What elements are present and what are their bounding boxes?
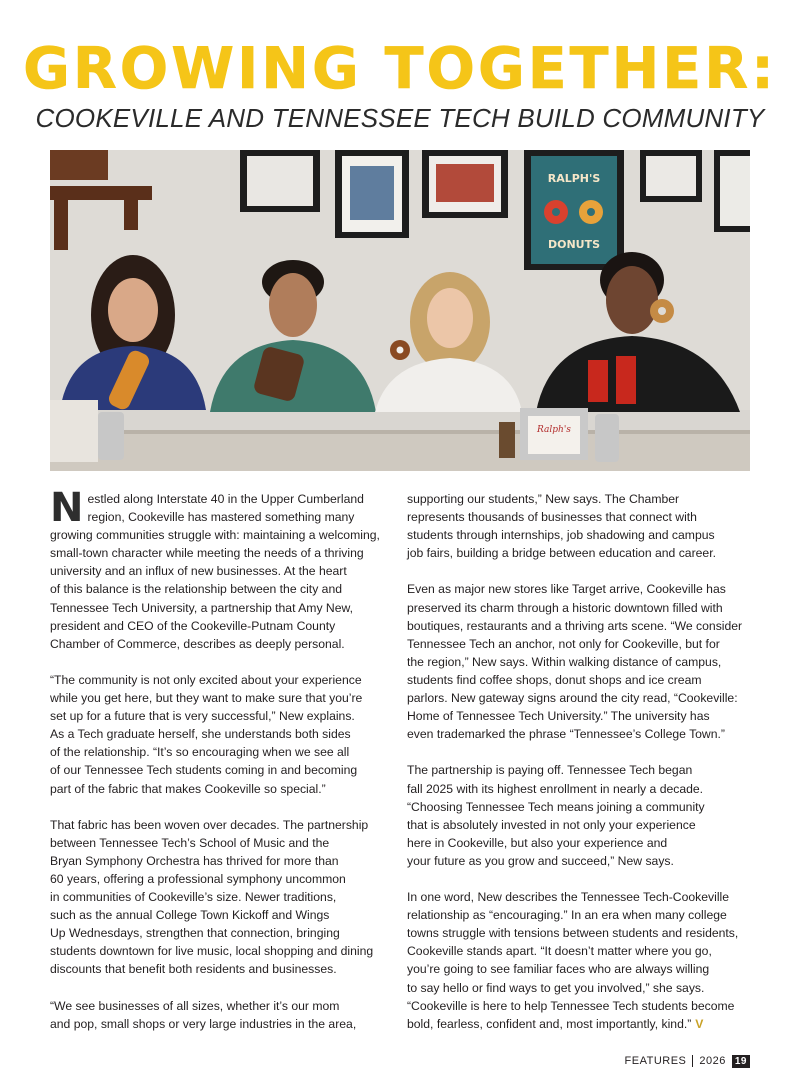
page-number: 19 xyxy=(732,1055,750,1068)
article-column-right xyxy=(407,490,752,1051)
paragraph: “The community is not only excited about your experience while you get here, but they want to make sure that you’re set up for a future that is very successful,” New explains. As a Tech graduate herself, she understands both sides of the relationship. “It’s so encouraging when we see all of our Tennessee Tech students coming in and becoming part of the fabric that makes Cookeville so special.” xyxy=(50,672,363,796)
wall-frame-donut-sign xyxy=(524,150,624,270)
wall-frame xyxy=(422,150,508,218)
headline: GROWING TOGETHER: xyxy=(23,36,777,102)
article-column-left xyxy=(50,485,386,1051)
paragraph-text: estled along Interstate 40 in the Upper Cumberland region, Cookeville has mastered something many growing communities struggle with: maintaining a welcoming, small-town character while meeting the needs of a thriving university and an influx of new businesses. At the heart of this balance is the relationship between the city and Tennessee Tech University, a partnership that Amy New, president and CEO of the Cookeville-Putnam County Chamber of Commerce, describes as deeply personal. xyxy=(50,492,380,651)
sign-line1: RALPH'S xyxy=(547,172,601,185)
paragraph xyxy=(50,485,386,653)
wall-frame xyxy=(240,150,320,212)
paragraph: supporting our students,” New says. The Chamber represents thousands of businesses that connect with students through internships, job shadowing and campus job fairs, building a bridge between education and career. xyxy=(407,492,716,561)
paragraph-text: In one word, New describes the Tennessee Tech-Cookeville relationship as “encouraging.” In an era when many college towns struggle with tensions between students and residents, Cookeville stands apart. “It doesn’t matter where you go, you’re going to see familiar faces who are always willing to say hello or find ways to get you involved,” she says. “Cookeville is here to help Tennessee Tech students become bold, fearless, confident and, most importantly, kind.” xyxy=(407,890,739,1031)
drop-cap: N xyxy=(50,485,84,531)
wall-frame xyxy=(335,150,409,238)
napkin-label: Ralph's xyxy=(537,425,571,435)
sign-line2: DONUTS xyxy=(547,238,601,251)
paragraph: That fabric has been woven over decades. The partnership between Tennessee Tech’s School of Music and the Bryan Symphony Orchestra has thrived for more than 60 years, offering a professional symphony uncommon in communities of Cookeville’s size. Newer traditions, such as the annual College Town Kickoff and Wings Up Wednesdays, strengthen that connection, bringing students downtown for live music, local shopping and dining discounts that benefit both residents and businesses. xyxy=(50,817,374,977)
feature-photo xyxy=(50,150,750,471)
end-mark-icon: V xyxy=(695,1016,704,1031)
paragraph: The partnership is paying off. Tennessee Tech began fall 2025 with its highest enrollment in nearly a decade. “Choosing Tennessee Tech means joining a community that is absolutely invested in not only your experience here in Cookeville, but also your experience and your future as you grow and succeed,” New says. xyxy=(407,763,705,868)
footer-divider xyxy=(692,1055,693,1067)
page-footer xyxy=(625,1053,750,1069)
paragraph xyxy=(407,888,752,1033)
wall-frame xyxy=(714,150,750,232)
footer-section: FEATURES xyxy=(624,1055,687,1067)
wall-frame xyxy=(640,150,702,202)
paragraph: “We see businesses of all sizes, whether it’s our mom and pop, small shops or very large industries in the area, xyxy=(50,998,357,1031)
subheadline: COOKEVILLE AND TENNESSEE TECH BUILD COMMUNITY xyxy=(35,103,765,133)
footer-year: 2026 xyxy=(699,1055,726,1067)
paragraph: Even as major new stores like Target arrive, Cookeville has preserved its charm through a historic downtown filled with boutiques, restaurants and a thriving arts scene. “We consider Tennessee Tech an anchor, not only for Cookeville, but for the region,” New says. Within walking distance of campus, students find coffee shops, donut shops and ice cream parlors. New gateway signs around the city read, “Cookeville: Home of Tennessee Tech University.” The university has even trademarked the phrase “Tennessee’s College Town.” xyxy=(407,582,743,742)
